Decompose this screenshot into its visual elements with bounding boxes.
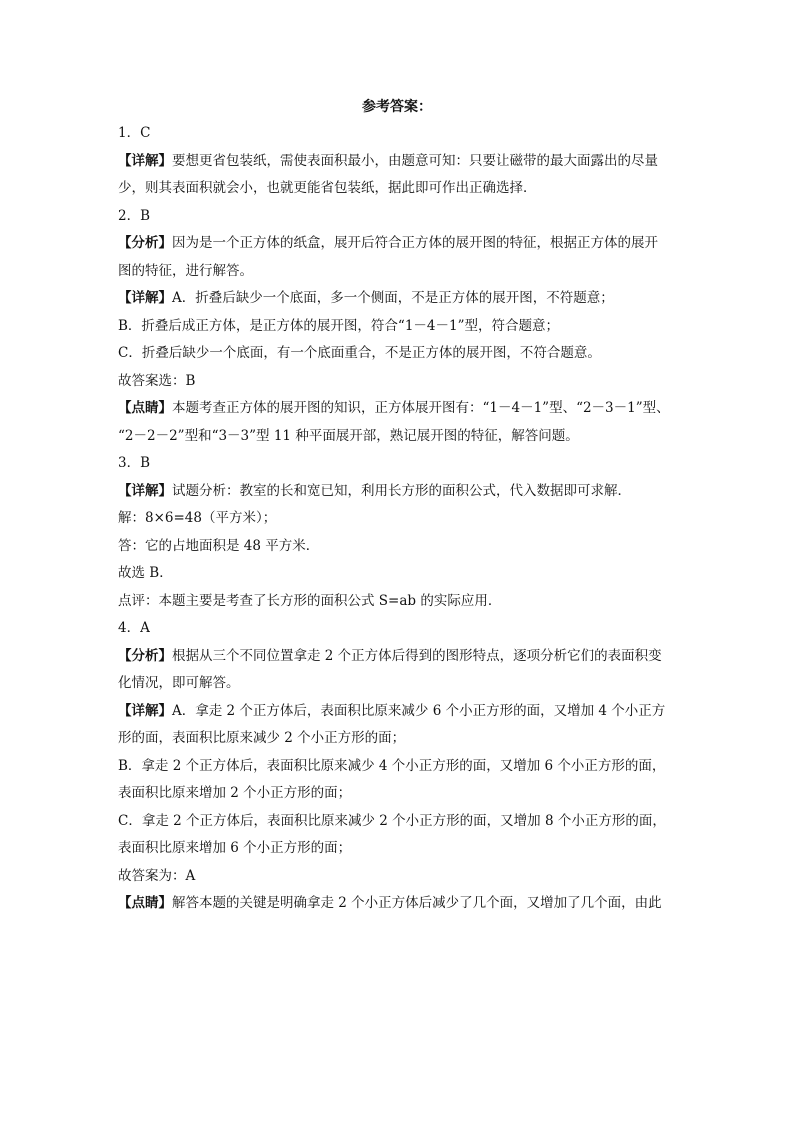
line-text: 故答案为：A — [118, 867, 196, 884]
text-line — [118, 560, 678, 588]
text-line — [118, 643, 678, 671]
section-tag: 【详解】 — [118, 702, 172, 719]
answer-content — [118, 120, 678, 918]
line-text: 形的面，表面积比原来减少 2 个小正方形的面； — [118, 730, 406, 746]
section-tag: 【详解】 — [118, 290, 172, 306]
text-line — [118, 533, 678, 561]
line-text: 2．B — [118, 207, 151, 224]
text-line — [118, 615, 678, 643]
text-line — [118, 148, 678, 176]
line-text: 表面积比原来增加 6 个小正方形的面； — [118, 840, 352, 856]
text-line — [118, 505, 678, 533]
text-line — [118, 368, 678, 396]
line-text: A．折叠后缺少一个底面，多一个侧面，不是正方体的展开图，不符题意； — [172, 290, 614, 306]
line-text: 4．A — [118, 620, 150, 636]
text-line — [118, 780, 678, 808]
text-line — [118, 395, 678, 423]
section-tag: 【详解】 — [118, 152, 172, 169]
section-tag: 【分析】 — [118, 235, 172, 251]
line-text: “2－2－2”型和“3－3”型 11 种平面展开部，熟记展开图的特征，解答问题。 — [118, 427, 579, 444]
section-tag: 【点睛】 — [118, 895, 172, 911]
text-line — [118, 835, 678, 863]
line-text: B．拿走 2 个正方体后，表面积比原来减少 4 个小正方形的面，又增加 6 个小正方形的面， — [118, 757, 666, 774]
line-text: 点评：本题主要是考查了长方形的面积公式 S=ab 的实际应用． — [118, 592, 502, 609]
line-text: 答：它的占地面积是 48 平方米． — [118, 537, 320, 554]
section-tag: 【分析】 — [118, 647, 172, 664]
line-text: 因为是一个正方体的纸盒，展开后符合正方体的展开图的特征，根据正方体的展开 — [172, 235, 658, 251]
text-line — [118, 313, 678, 341]
line-text: 本题考查正方体的展开图的知识，正方体展开图有：“1－4－1”型、“2－3－1”型、 — [172, 400, 670, 416]
text-line — [118, 753, 678, 781]
text-line — [118, 258, 678, 286]
line-text: A．拿走 2 个正方体后，表面积比原来减少 6 个小正方形的面，又增加 4 个小正方 — [172, 702, 666, 719]
text-line — [118, 203, 678, 231]
line-text: 图的特征，进行解答。 — [118, 262, 253, 279]
line-text: B．折叠后成正方体，是正方体的展开图，符合“1－4－1”型，符合题意； — [118, 317, 559, 334]
text-line — [118, 230, 678, 258]
text-line — [118, 285, 678, 313]
text-line — [118, 863, 678, 891]
text-line — [118, 698, 678, 726]
line-text: 3．B — [118, 455, 151, 471]
text-line — [118, 725, 678, 753]
text-line — [118, 340, 678, 368]
text-line — [118, 175, 678, 203]
line-text: 要想更省包装纸，需使表面积最小，由题意可知：只要让磁带的最大面露出的尽量 — [172, 152, 658, 169]
text-line — [118, 588, 678, 616]
line-text: 试题分析：教室的长和宽已知，利用长方形的面积公式，代入数据即可求解． — [172, 482, 631, 499]
text-line — [118, 450, 678, 478]
line-text: 化情况，即可解答。 — [118, 675, 240, 691]
line-text: 表面积比原来增加 2 个小正方形的面； — [118, 785, 352, 801]
text-line — [118, 423, 678, 451]
text-line — [118, 670, 678, 698]
section-tag: 【点睛】 — [118, 400, 172, 416]
line-text: C．折叠后缺少一个底面，有一个底面重合，不是正方体的展开图，不符合题意。 — [118, 345, 601, 361]
section-tag: 【详解】 — [118, 482, 172, 499]
text-line — [118, 808, 678, 836]
line-text: 解：8×6=48（平方米）； — [118, 510, 277, 526]
line-text: 解答本题的关键是明确拿走 2 个小正方体后减少了几个面，又增加了几个面，由此 — [172, 895, 662, 911]
line-text: 少，则其表面积就会小，也就更能省包装纸，据此即可作出正确选择． — [118, 180, 537, 196]
line-text: 故选 B． — [118, 565, 173, 581]
text-line — [118, 120, 678, 148]
text-line — [118, 478, 678, 506]
page-title: 参考答案： — [362, 99, 432, 115]
line-text: 1．C — [118, 125, 151, 141]
line-text: 故答案选：B — [118, 372, 196, 389]
text-line — [118, 890, 678, 918]
line-text: 根据从三个不同位置拿走 2 个正方体后得到的图形特点，逐项分析它们的表面积变 — [172, 647, 662, 664]
line-text: C．拿走 2 个正方体后，表面积比原来减少 2 个小正方形的面，又增加 8 个小正方形的面， — [118, 812, 666, 829]
